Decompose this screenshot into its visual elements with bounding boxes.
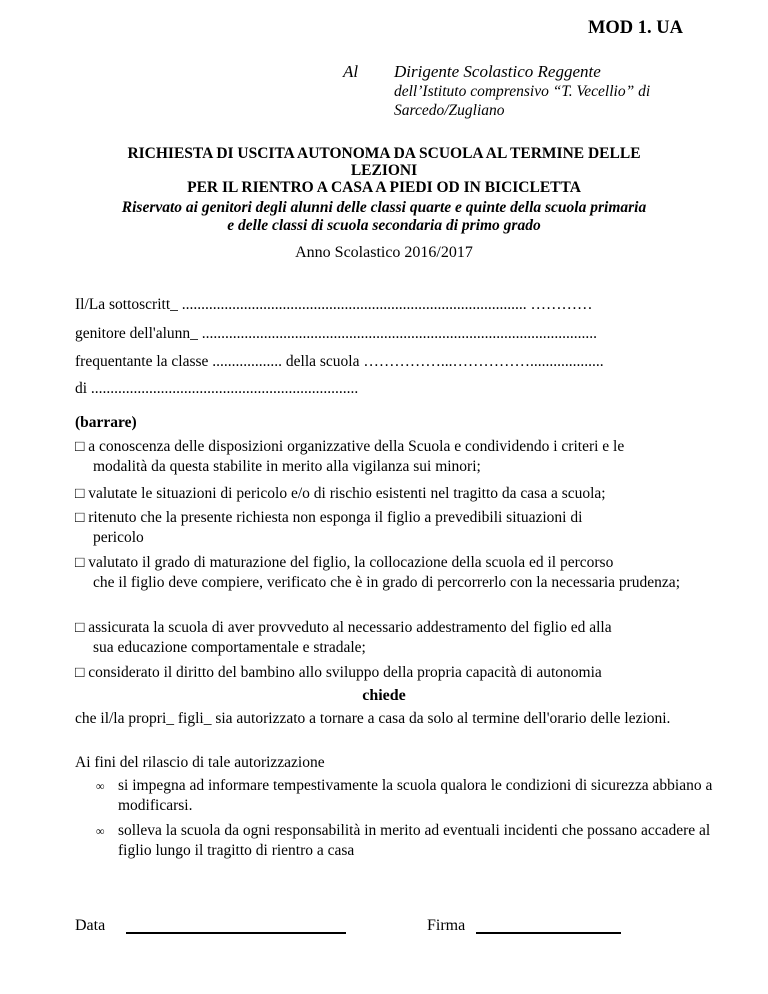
field-sottoscritto[interactable]: Il/La sottoscritt_ ......................................................................................... ………… — [75, 296, 593, 313]
subtitle-line-1: Riservato ai genitori degli alunni delle classi quarte e quinte della scuola primaria — [121, 199, 647, 216]
checklist-text: considerato il diritto del bambino allo sviluppo della propria capacità di autonomia — [88, 664, 602, 681]
checklist-item[interactable] — [75, 553, 715, 593]
checkbox-icon[interactable]: □ — [75, 509, 85, 526]
checkbox-icon[interactable]: □ — [75, 619, 85, 636]
checklist-item[interactable] — [75, 484, 715, 504]
date-signature-line[interactable] — [126, 932, 346, 934]
checkbox-icon[interactable]: □ — [75, 664, 85, 681]
form-code: MOD 1. UA — [587, 18, 683, 38]
checklist-text-cont: modalità da questa stabilite in merito alla vigilanza sui minori; — [93, 458, 481, 475]
firma-label: Firma — [427, 917, 466, 934]
intro-text: Ai fini del rilascio di tale autorizzazione — [75, 754, 325, 771]
recipient-title: Dirigente Scolastico Reggente — [394, 62, 601, 81]
checklist-text: valutato il grado di maturazione del figlio, la collocazione della scuola ed il percorso — [88, 554, 614, 571]
chiede-heading: chiede — [362, 687, 406, 704]
recipient-line-3: Sarcedo/Zugliano — [394, 102, 505, 119]
title-line-2: LEZIONI — [350, 162, 418, 179]
checklist-item[interactable] — [75, 663, 715, 683]
barrare-label: (barrare) — [75, 414, 137, 431]
checkbox-icon[interactable]: □ — [75, 485, 85, 502]
document-subtitle — [0, 199, 768, 235]
commitment-text: si impegna ad informare tempestivamente la scuola qualora le condizioni di sicurezza abbiano a modificarsi. — [118, 777, 713, 814]
checklist-text: valutate le situazioni di pericolo e/o di rischio esistenti nel tragitto da casa a scuola; — [88, 485, 606, 502]
firma-signature-line[interactable] — [476, 932, 621, 934]
title-line-3: PER IL RIENTRO A CASA A PIEDI OD IN BICICLETTA — [187, 179, 581, 196]
field-di[interactable]: di ..................................................................... — [75, 380, 359, 397]
checklist-text-cont: che il figlio deve compiere, verificato che è in grado di percorrerlo con la necessaria prudenza; — [93, 574, 680, 591]
checklist-text-cont: pericolo — [93, 529, 144, 546]
data-label: Data — [75, 917, 106, 934]
recipient-institute — [394, 82, 724, 120]
checklist-text: a conoscenza delle disposizioni organizzative della Scuola e condividendo i criteri e le — [88, 438, 625, 455]
infinity-bullet-icon: ∞ — [96, 779, 105, 793]
subtitle-line-2: e delle classi di scuola secondaria di primo grado — [227, 217, 541, 234]
school-year: Anno Scolastico 2016/2017 — [295, 244, 473, 261]
field-classe-scuola[interactable]: frequentante la classe .................. della scuola ……………...……………................... — [75, 353, 604, 370]
checkbox-icon[interactable]: □ — [75, 554, 85, 571]
checklist-item[interactable] — [75, 508, 715, 548]
request-text: che il/la propri_ figli_ sia autorizzato a tornare a casa da solo al termine dell'orario delle lezioni. — [75, 710, 671, 727]
checklist-text: ritenuto che la presente richiesta non esponga il figlio a prevedibili situazioni di — [88, 509, 583, 526]
checkbox-icon[interactable]: □ — [75, 438, 85, 455]
commitment-text: solleva la scuola da ogni responsabilità in merito ad eventuali incidenti che possano accadere al figlio lungo il tragitto di rientro a casa — [118, 822, 711, 859]
checklist-text: assicurata la scuola di aver provveduto al necessario addestramento del figlio ed alla — [88, 619, 612, 636]
recipient-line-2: dell’Istituto comprensivo “T. Vecellio” di — [394, 83, 651, 100]
recipient-prefix: Al — [343, 62, 359, 81]
checklist-item[interactable] — [75, 618, 715, 658]
infinity-bullet-icon: ∞ — [96, 824, 105, 838]
checklist-item[interactable] — [75, 437, 715, 477]
checklist-text-cont: sua educazione comportamentale e stradale; — [93, 639, 366, 656]
field-genitore[interactable]: genitore dell'alunn_ ...................................................................................................... — [75, 325, 598, 342]
title-line-1: RICHIESTA DI USCITA AUTONOMA DA SCUOLA AL TERMINE DELLE — [127, 145, 641, 162]
document-title — [0, 145, 768, 196]
